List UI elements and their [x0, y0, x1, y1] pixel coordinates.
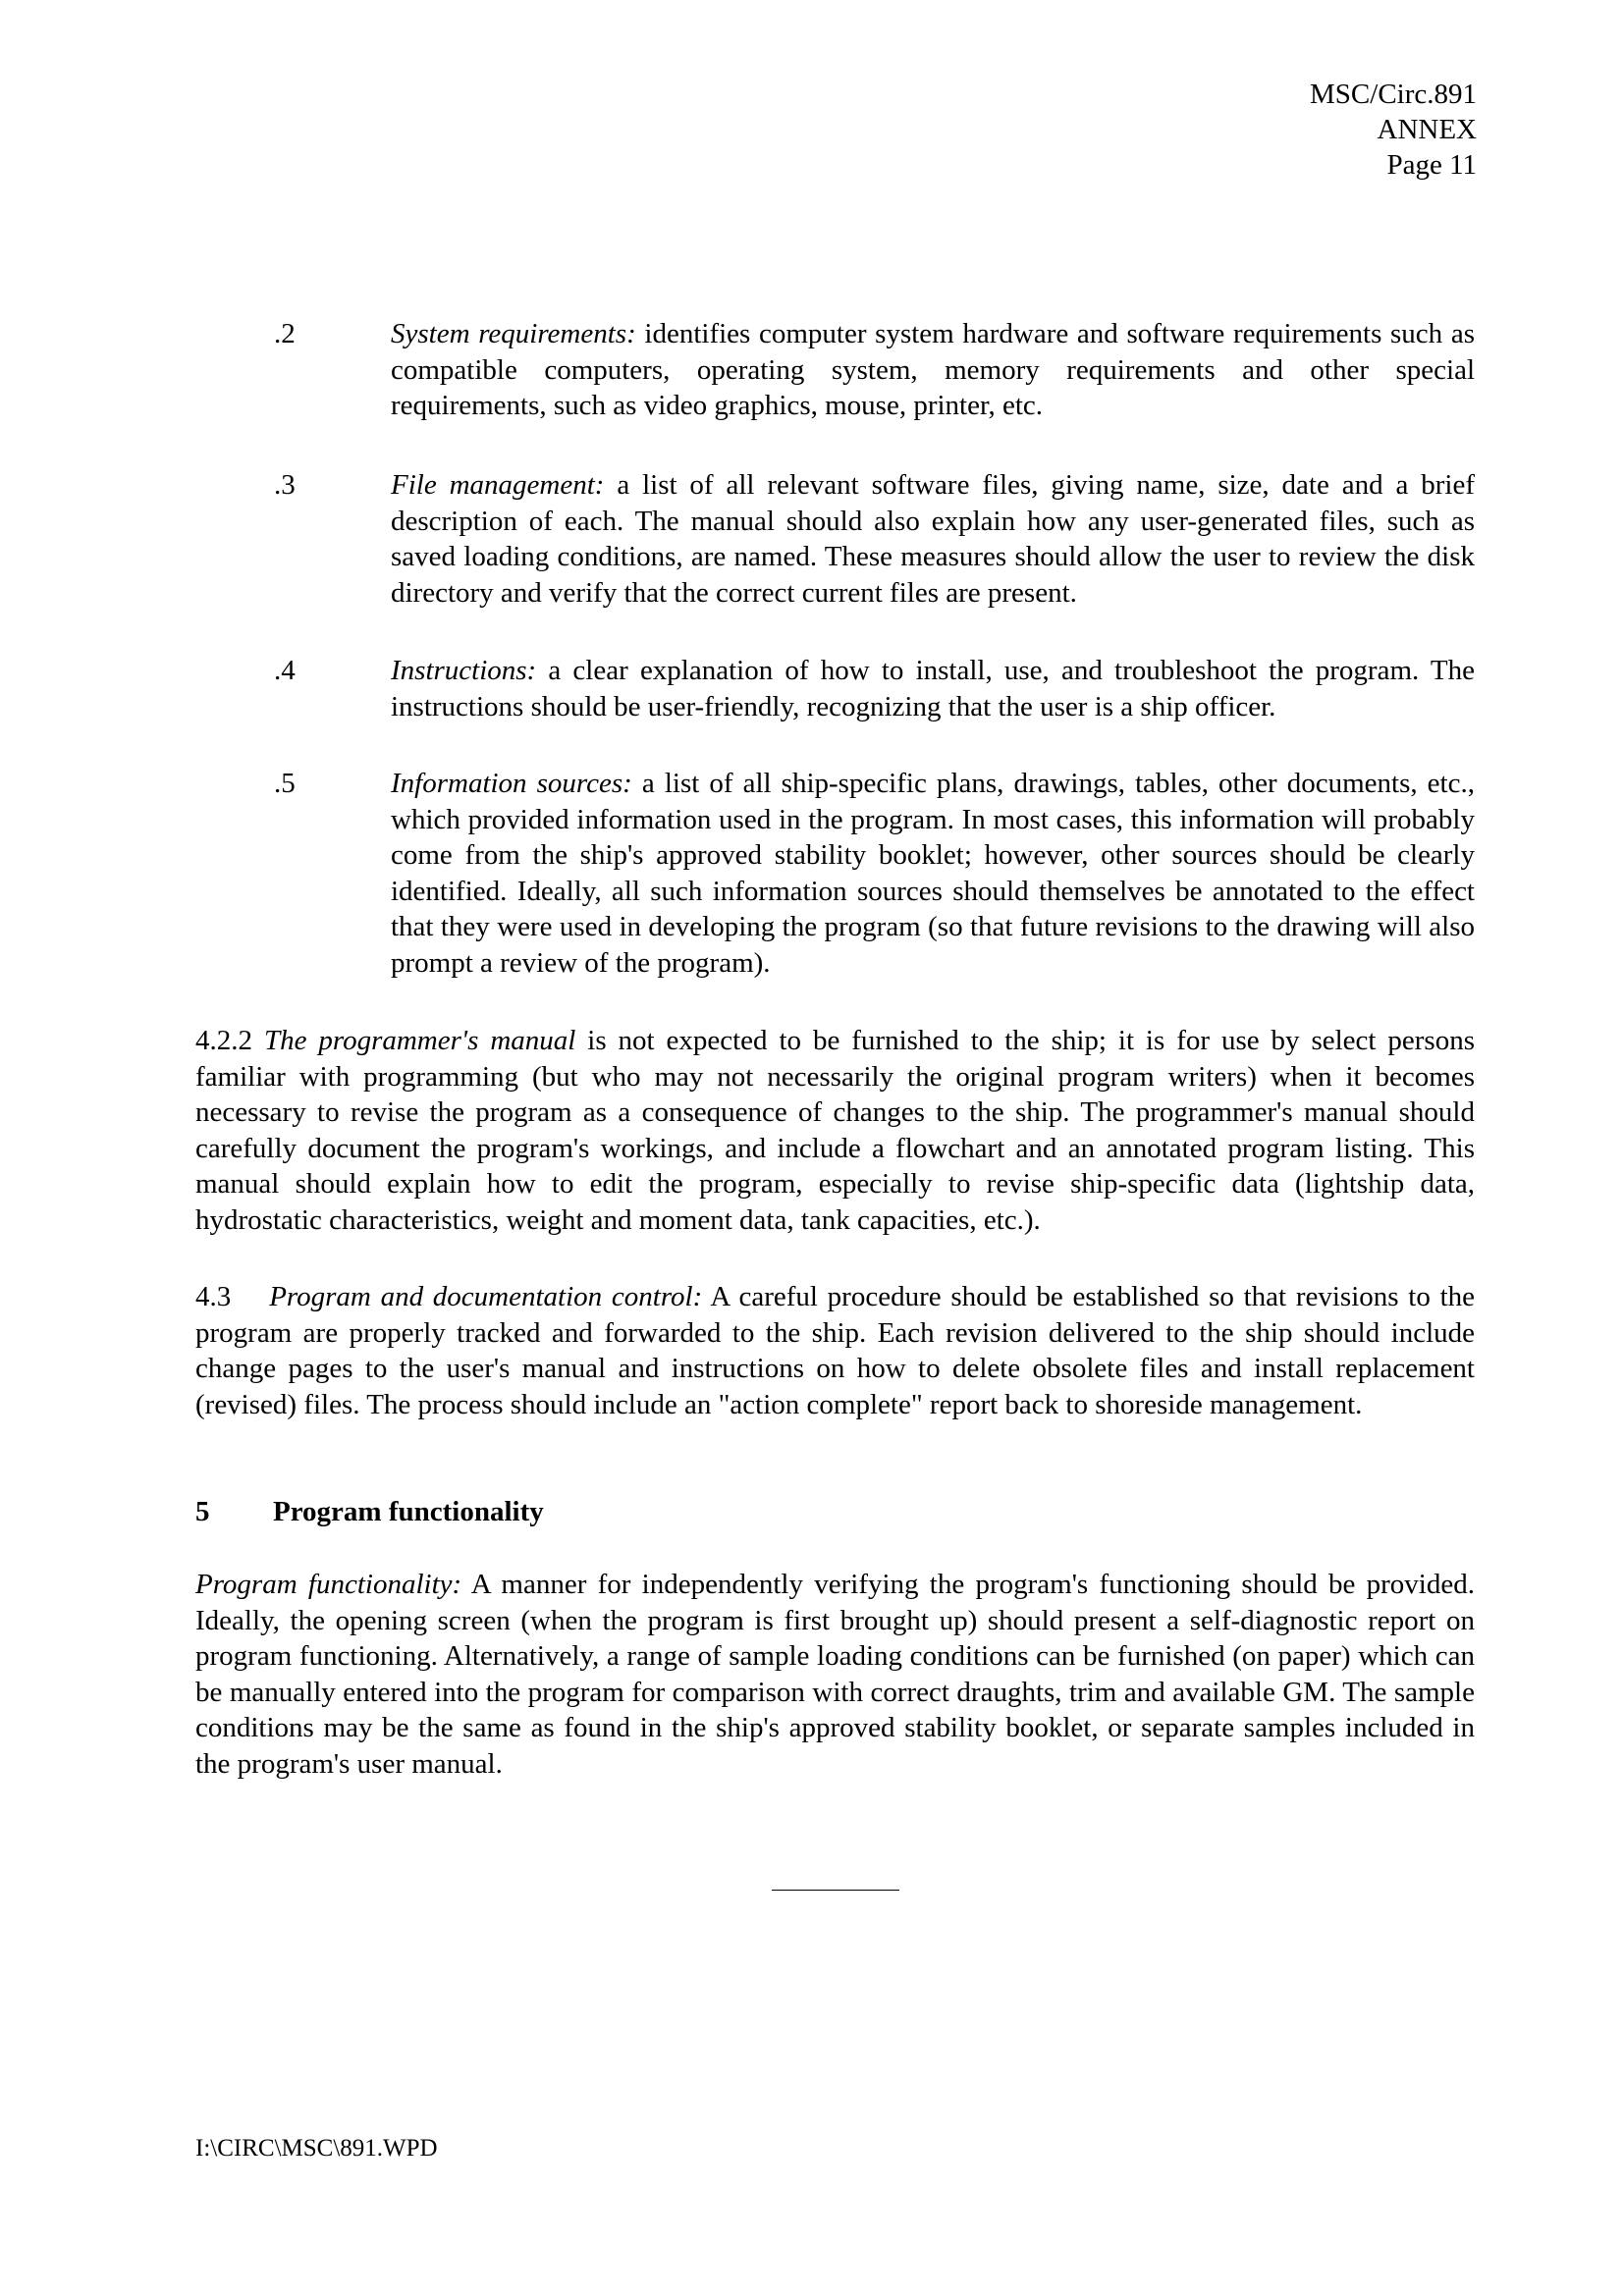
list-item-body: [391, 766, 1475, 981]
header-page-number: Page 11: [1386, 149, 1477, 181]
paragraph-term: Program functionality:: [195, 1569, 462, 1600]
section-heading: [195, 1494, 544, 1529]
list-item-number: .5: [274, 768, 296, 799]
paragraph-4-3: [195, 1279, 1475, 1422]
end-separator-line: [772, 1890, 899, 1891]
list-item-number: .3: [274, 469, 296, 501]
list-item-text: a list of all relevant software files, giving name, size, date and a brief description of each. The manual should also explain how any user-generated files, such as saved loading conditions, are named. These measures should allow the user to review the disk directory and verify that the correct current files are present.: [391, 469, 1476, 609]
paragraph-text: A manner for independently verifying the program's functioning should be provided. Ideally, the opening screen (when the program is first brought up) should present a self-diagnostic report on program functioning. Alternatively, a range of sample loading conditions can be furnished (on paper) which can be manually entered into the program for comparison with correct draughts, trim and available GM. The sample conditions may be the same as found in the ship's approved stability booklet, or separate samples included in the program's user manual.: [195, 1569, 1475, 1780]
paragraph-number: 4.3: [195, 1281, 232, 1312]
paragraph-term: The programmer's manual: [263, 1025, 576, 1056]
list-item-body: [391, 316, 1475, 424]
paragraph-text: A careful procedure should be established so that revisions to the program are properly tracked and forwarded to the ship. Each revision delivered to the ship should include change pages to the user's manual and instructions on how to delete obsolete files and install replacement (revised) files. The process should include an "action complete" report back to shoreside management.: [195, 1281, 1476, 1420]
list-item-number: .2: [274, 318, 296, 349]
paragraph-4-2-2: [195, 1023, 1475, 1238]
list-item-text: a list of all ship-specific plans, drawings, tables, other documents, etc., which provided information used in the program. In most cases, this information will probably come from the ship's approved stability booklet; however, other sources should be clearly identified. Ideally, all such information sources should themselves be annotated to the effect that they were used in developing the program (so that future revisions to the drawing will also prompt a review of the program).: [391, 768, 1475, 979]
paragraph-term: Program and documentation control:: [269, 1281, 703, 1312]
list-item-body: [391, 653, 1475, 724]
section-title: Program functionality: [273, 1496, 544, 1527]
header-document-ref: MSC/Circ.891: [1310, 79, 1477, 110]
list-item-text: a clear explanation of how to install, use, and troubleshoot the program. The instructions should be user-friendly, recognizing that the user is a ship officer.: [391, 655, 1475, 722]
list-item-term: Information sources:: [391, 768, 632, 799]
list-item-term: System requirements:: [391, 318, 636, 349]
page-header: [1310, 77, 1477, 183]
list-item-body: [391, 467, 1475, 611]
list-item-number: .4: [274, 655, 296, 686]
paragraph-number: 4.2.2: [195, 1025, 252, 1056]
section-number: 5: [195, 1496, 210, 1527]
list-item-term: File management:: [391, 469, 605, 501]
header-annex: ANNEX: [1377, 114, 1477, 145]
paragraph-program-functionality: [195, 1567, 1475, 1782]
paragraph-text: is not expected to be furnished to the ship; it is for use by select persons familiar with programming (but who may not necessarily the original program writers) when it becomes necessary to revise the program as a consequence of changes to the ship. The programmer's manual should carefully document the program's workings, and include a flowchart and an annotated program listing. This manual should explain how to edit the program, especially to revise ship-specific data (lightship data, hydrostatic characteristics, weight and moment data, tank capacities, etc.).: [195, 1025, 1476, 1236]
list-item-term: Instructions:: [391, 655, 537, 686]
footer-file-path: I:\CIRC\MSC\891.WPD: [195, 2135, 438, 2162]
list-item-text: identifies computer system hardware and software requirements such as compatible computers, operating system, memory requirements and other special requirements, such as video graphics, mouse, printer, etc.: [391, 318, 1475, 421]
